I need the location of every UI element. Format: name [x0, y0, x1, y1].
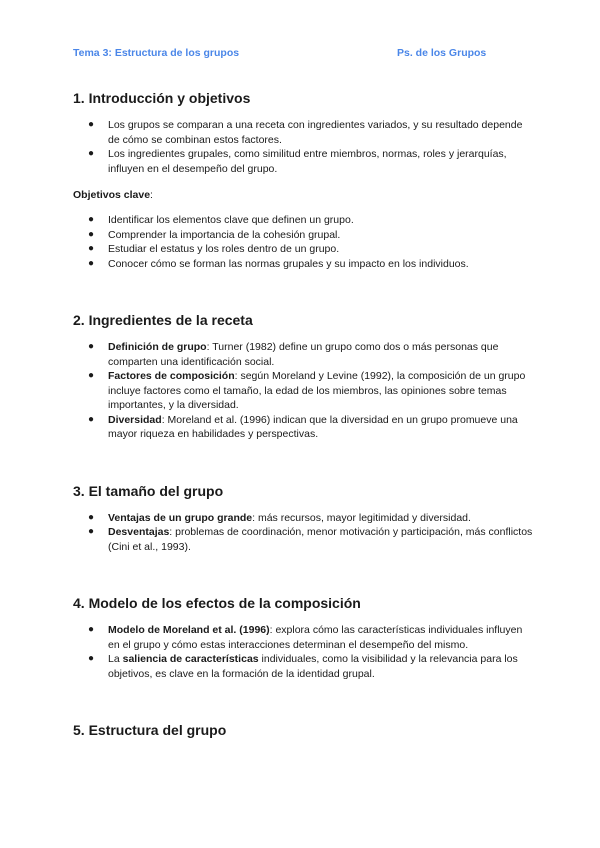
list-item: ● Diversidad: Moreland et al. (1996) indican que la diversidad en un grupo promueve una mayor riqueza en habilidades y perspectivas.	[88, 413, 518, 440]
list-item: ● Estudiar el estatus y los roles dentro de un grupo.	[88, 243, 340, 255]
section-heading: 2. Ingredientes de la receta	[73, 312, 253, 328]
list-item: ● Factores de composición: según Moreland y Levine (1992), la composición de un grupo incluye factores como el tamaño, la edad de los miembros, las opiniones sobre temas importantes, y la diversidad.	[88, 370, 526, 411]
list-item: ● Ventajas de un grupo grande: más recursos, mayor legitimidad y diversidad.	[88, 511, 471, 524]
list-item: ● Los ingredientes grupales, como similitud entre miembros, normas, roles y jerarquías, influyen en el desempeño del grupo.	[88, 148, 507, 175]
bullet-icon: ●	[88, 413, 95, 425]
bullet-icon: ●	[88, 228, 95, 240]
bullet-icon: ●	[88, 214, 95, 225]
list-item: ● Conocer cómo se forman las normas grupales y su impacto en los individuos.	[88, 257, 469, 270]
bullet-list	[73, 213, 533, 271]
list-item: ● Comprender la importancia de la cohesión grupal.	[88, 228, 341, 241]
list-item: ● Desventajas: problemas de coordinación, menor motivación y participación, más conflictos (Cini et al., 1993).	[88, 526, 533, 553]
bullet-icon: ●	[88, 624, 95, 635]
list-item: ● La saliencia de características individuales, como la visibilidad y la relevancia para los objetivos, es clave en la formación de la identidad grupal.	[88, 653, 518, 680]
bullet-icon: ●	[88, 119, 95, 130]
list-item: ● Modelo de Moreland et al. (1996): explora cómo las características individuales influyen en el grupo y cómo estas interacciones determinan el desempeño del mismo.	[88, 624, 523, 651]
list-item: ● Definición de grupo: Turner (1982) define un grupo como dos o más personas que comparten una identificación social.	[88, 341, 499, 368]
header-course: Ps. de los Grupos	[397, 47, 487, 59]
bullet-list	[73, 623, 533, 681]
bullet-icon: ●	[88, 653, 95, 664]
bullet-icon: ●	[88, 148, 95, 159]
objectives-label: Objetivos clave:	[73, 189, 153, 201]
section-heading: 3. El tamaño del grupo	[73, 482, 224, 499]
list-item: ● Los grupos se comparan a una receta con ingredientes variados, y su resultado depende de cómo se combinan estos factores.	[88, 119, 523, 146]
section-heading: 4. Modelo de los efectos de la composición	[73, 595, 361, 611]
bullet-icon: ●	[88, 341, 95, 352]
bullet-icon: ●	[88, 526, 95, 537]
header-topic: Tema 3: Estructura de los grupos	[73, 47, 240, 59]
bullet-list	[73, 118, 533, 176]
bullet-list	[73, 511, 533, 555]
bullet-icon: ●	[88, 243, 95, 254]
bullet-list	[73, 340, 533, 442]
bullet-icon: ●	[88, 257, 95, 269]
bullet-icon: ●	[88, 511, 95, 523]
document-body	[73, 89, 533, 739]
page-header	[73, 47, 533, 63]
list-item: ● Identificar los elementos clave que definen un grupo.	[88, 214, 354, 226]
section-heading: 1. Introducción y objetivos	[73, 90, 251, 106]
bullet-icon: ●	[88, 370, 95, 381]
section-heading: 5. Estructura del grupo	[73, 722, 227, 738]
